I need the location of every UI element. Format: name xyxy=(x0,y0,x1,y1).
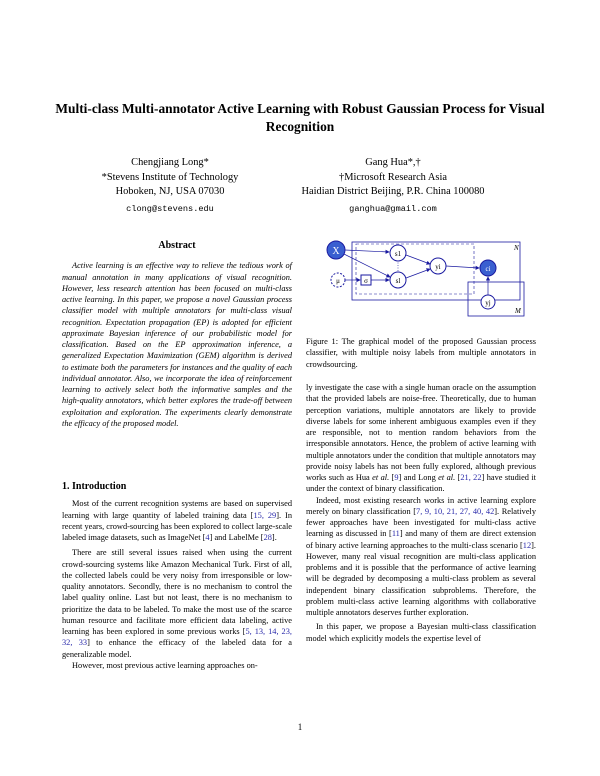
author-block-2 xyxy=(268,156,518,216)
abstract-text: Active learning is an effective way to relieve the tedious work of manual annotation in many applications of visual recognition. However, less research attention has been focused on multi-class active learning. In this paper, we propose a novel Gaussian process classifier model with multiple annotators for multi-class visual recognition. Expectation propagation (EP) is adopted for efficient approximate Bayesian inference of our probabilistic model for classification. Based on the EP approximation inference, a generalized Expectation Maximization (GEM) algorithm is derived to estimate both the parameters for instances and the quality of each individual annotator. Also, we incorporate the idea of reinforcement learning to actively select both the informative samples and the high-quality annotators, which better explores the trade-off between exploitation and exploration. The experiments clearly demonstrate the efficacy of the proposed model. xyxy=(62,261,292,428)
introduction-section xyxy=(62,481,292,671)
author-address: Hoboken, NJ, USA 07030 xyxy=(115,186,225,197)
section-heading: 1. Introduction xyxy=(62,481,127,492)
left-column xyxy=(62,240,292,429)
citation-link[interactable]: 21, 22 xyxy=(460,473,482,482)
figure-caption: Figure 1: The graphical model of the proposed Gaussian process classifier, with multiple noisy labels from multiple annotators in crowdsourcing. xyxy=(306,337,536,369)
author-name: Chengjiang Long* xyxy=(131,157,209,168)
node-s1-label: s1 xyxy=(394,250,402,258)
author-block-1 xyxy=(70,156,270,216)
node-yj-label: yj xyxy=(485,299,491,307)
right-column xyxy=(306,382,536,644)
plate-n-label: N xyxy=(514,244,519,252)
body-paragraph-2: Indeed, most existing research works in active learning explore merely on binary classification [7, 9, 10, 21, 27, 40, 42]. Relatively fewer approaches have been investigated for multi-class active learning as discussed in [11] and many of them are direct extension of binary active learning approaches to the multi-class scenario [12]. However, many real visual recognition are multi-class application problems and it is possible that the performance of active learning will be degraded by decomposing a multi-class problem as several independent binary classification subproblems. Therefore, the problem multi-class active learning algorithms with collaborative multiple annotators deserves further exploration. xyxy=(306,495,537,617)
citation-link[interactable]: 9 xyxy=(394,473,399,482)
citation-link[interactable]: 28 xyxy=(263,533,272,542)
node-yi-label: yi xyxy=(435,263,441,271)
node-sigma-label: σ xyxy=(364,277,368,285)
citation-link[interactable]: 15, 29 xyxy=(253,510,277,520)
author-name: Gang Hua*,† xyxy=(365,157,421,168)
paper-title: Multi-class Multi-annotator Active Learning with Robust Gaussian Process for Visual Recognition xyxy=(55,101,545,134)
intro-paragraph-3: However, most previous active learning approaches on- xyxy=(72,660,258,670)
citation-link[interactable]: 12 xyxy=(522,540,532,550)
author-email: ganghua@gmail.com xyxy=(349,203,437,214)
author-affiliation: †Microsoft Research Asia xyxy=(339,171,447,183)
citation-link[interactable]: 5, 13, 14, 23, 32, 33 xyxy=(62,627,292,648)
citation-link[interactable]: 4 xyxy=(205,533,210,542)
graphical-model-figure xyxy=(318,238,528,318)
abstract-heading: Abstract xyxy=(158,240,196,251)
page-number: 1 xyxy=(297,722,303,732)
node-ci-label: ci xyxy=(485,265,491,273)
node-mu-label: μ xyxy=(336,277,340,285)
citation-link[interactable]: 7, 9, 10, 21, 27, 40, 42 xyxy=(416,506,495,516)
intro-paragraph-1: Most of the current recognition systems are based on supervised learning with large quantity of labeled training data [15, 29]. In recent years, crowd-sourcing has been explored to collect large-scale labeled image datasets, such as ImageNet [4] and LabelMe [28]. xyxy=(62,499,293,542)
author-address: Haidian District Beijing, P.R. China 100080 xyxy=(301,186,485,197)
plate-m-label: M xyxy=(515,307,521,315)
body-paragraph-1: ly investigate the case with a single human oracle on the assumption that the provided labels are noise-free. Theoretically, due to human perception variations, multiple annotators are likely to provide diverse labels for some inherent ambiguous examples even if they are responsible, not to mention random behaviors from the irresponsible annotators. Hence, the problem of active learning with multiple annotators under the condition that multiple annotators may provide noisy labels has not been fully explored, although previous works such as Hua et al. [9] and Long et al. [21, 22] have studied it under the context of binary classification. xyxy=(306,383,537,494)
author-email: clong@stevens.edu xyxy=(126,203,214,214)
body-paragraph-3: In this paper, we propose a Bayesian multi-class classification model which explicitly models the expertise level of xyxy=(306,622,536,643)
intro-paragraph-2: There are still several issues raised when using the current crowd-sourcing systems like Amazon Mechanical Turk. First of all, the collected labels could be very noisy from irresponsible or low-quality annotators. Secondly, there is no mechanism to control the label quality online. Last but not least, there is no mechanism to prioritize the data to be labeled. To make the most use of the scarce human resource and facilitate more efficient data labeling, active learning has been explored in some previous works [5, 13, 14, 23, 32, 33] to enhance the efficacy of the labeled data for a generalizable model. xyxy=(62,548,292,659)
node-sl-label: sl xyxy=(395,277,401,285)
node-x-label: X xyxy=(332,246,340,257)
author-affiliation: *Stevens Institute of Technology xyxy=(101,171,239,183)
citation-link[interactable]: 11 xyxy=(391,529,400,539)
